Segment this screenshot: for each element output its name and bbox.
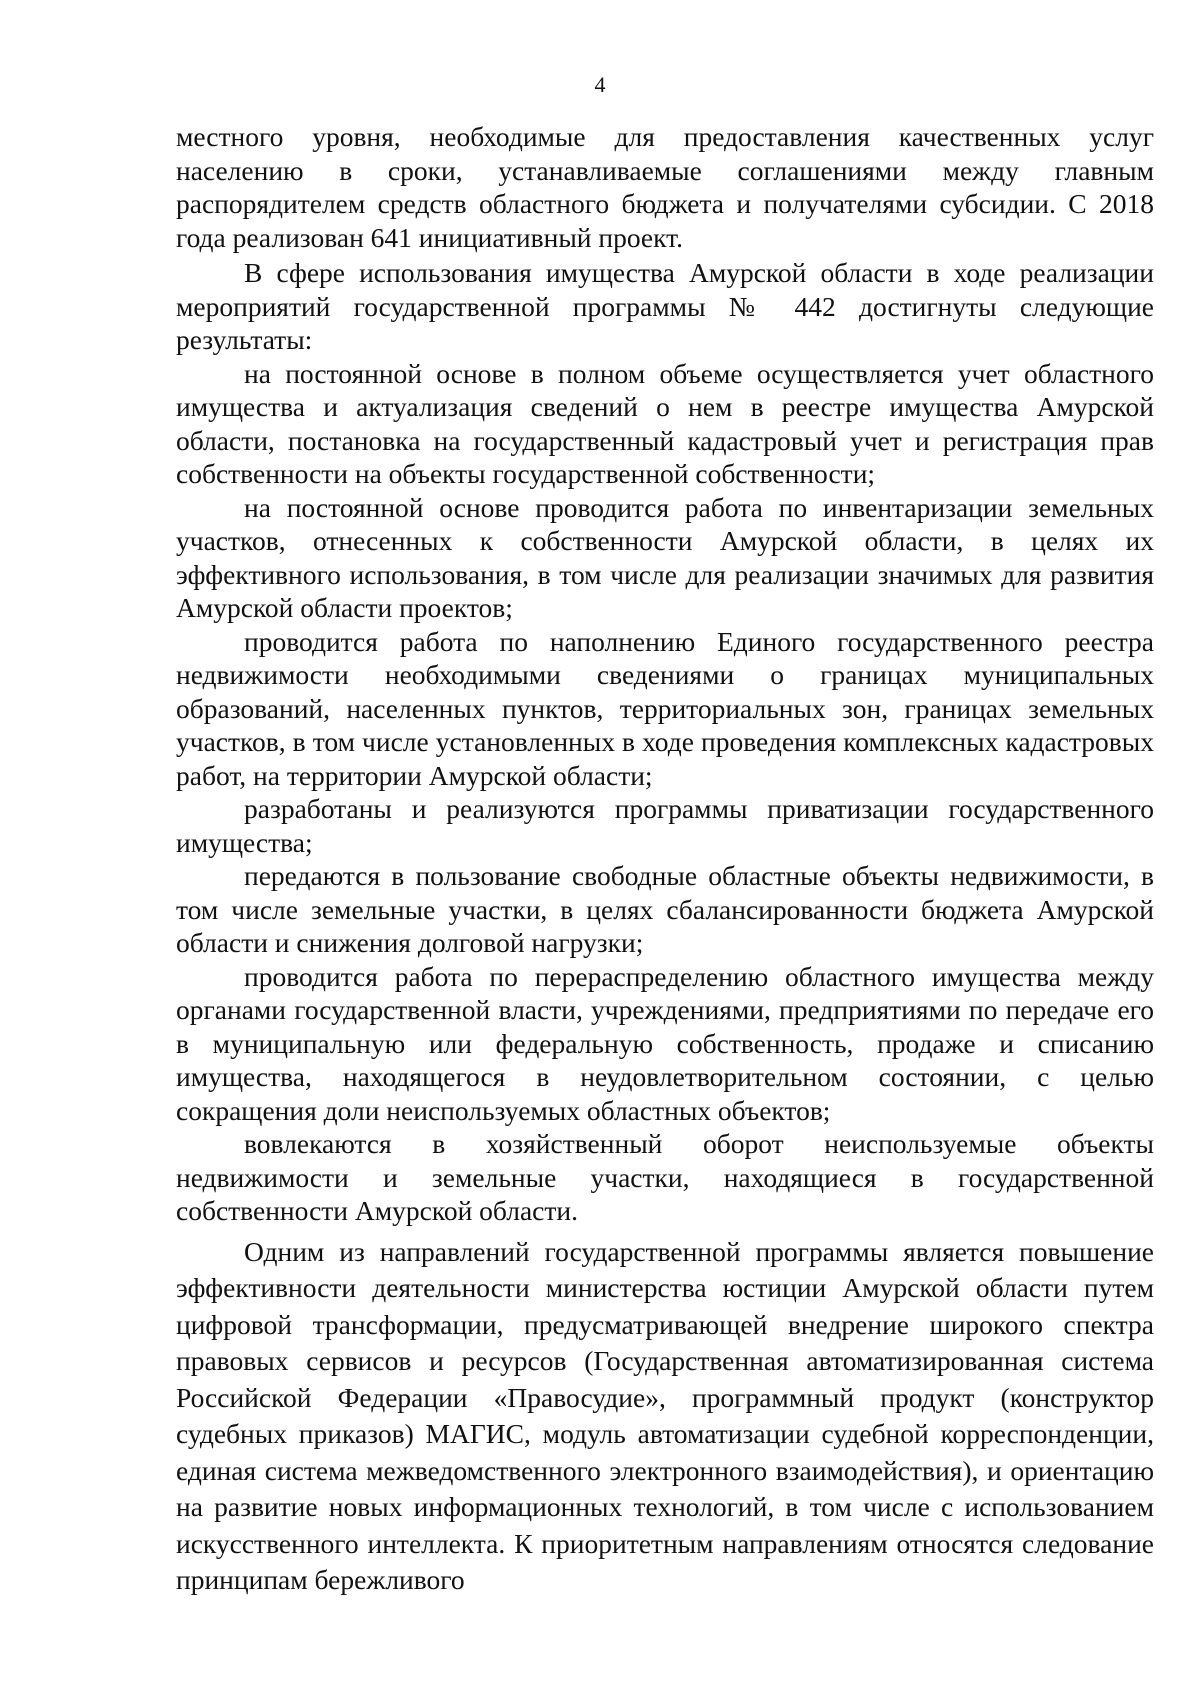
paragraph-transfer-use: передаются в пользование свободные областные объекты недвижимости, в том числе земельные участки, в целях сбалансированности бюджета Амурской области и снижения долговой нагрузки; [176,860,1154,958]
paragraph-privatization: разработаны и реализуются программы приватизации государственного имущества; [176,793,1154,858]
paragraph-continuation: местного уровня, необходимые для предоставления качественных услуг населению в сроки, устанавливаемые соглашениями между главным распорядителем средств областного бюджета и получателями субсидии. С 2018 года реализован 641 инициативный проект. [176,121,1154,253]
page-number: 4 [594,72,606,97]
paragraph-redistribution: проводится работа по перераспределению областного имущества между органами государственной власти, учреждениями, предприятиями по передаче его в муниципальную или федеральную собственность, продаже и списанию имущества, находящегося в неудовлетворительном состоянии, с целью сокращения доли неиспользуемых областных объектов; [176,960,1154,1126]
paragraph-digital-transformation: Одним из направлений государственной программы является повышение эффективности деятельности министерства юстиции Амурской области путем цифровой трансформации, предусматривающей внедрение широкого спектра правовых сервисов и ресурсов (Государственная автоматизированная система Российской Федерации «Правосудие», программный продукт (конструктор судебных приказов) МАГИС, модуль автоматизации судебной корреспонденции, единая система межведомственного электронного взаимодействия), и ориентацию на развитие новых информационных технологий, в том числе с использованием искусственного интеллекта. К приоритетным направлениям относятся следование принципам бережливого [176,1235,1154,1595]
paragraph-economic-turnover: вовлекаются в хозяйственный оборот неиспользуемые объекты недвижимости и земельные участки, находящиеся в государственной собственности Амурской области. [176,1128,1154,1226]
paragraph-land-inventory: на постоянной основе проводится работа по инвентаризации земельных участков, отнесенных к собственности Амурской области, в целях их эффективного использования, в том числе для реализации значимых для развития Амурской области проектов; [176,491,1154,623]
paragraph-real-estate-registry: проводится работа по наполнению Единого государственного реестра недвижимости необходимыми сведениями о границах муниципальных образований, населенных пунктов, территориальных зон, границах земельных участков, в том числе установленных в ходе проведения комплексных кадастровых работ, на территории Амурской области; [176,625,1154,791]
paragraph-property-intro: В сфере использования имущества Амурской области в ходе реализации мероприятий государственной программы № 442 достигнуты следующие результаты: [176,257,1154,355]
document-body [176,120,1154,1599]
paragraph-property-accounting: на постоянной основе в полном объеме осуществляется учет областного имущества и актуализация сведений о нем в реестре имущества Амурской области, постановка на государственный кадастровый учет и регистрация прав собственности на объекты государственной собственности; [176,357,1154,489]
